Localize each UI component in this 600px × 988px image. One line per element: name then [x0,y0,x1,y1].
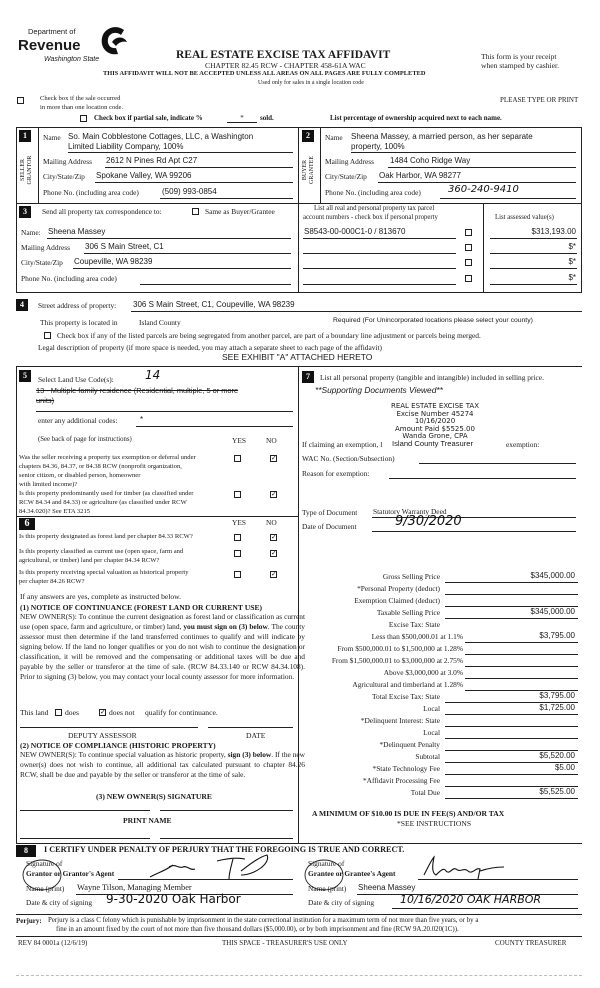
grantor-date-label: Date & city of signing [26,898,93,907]
question-text: 84.34.020)? See ETA 3215 [19,508,91,515]
section-6-badge: 6 [19,518,35,530]
print-name-line[interactable] [160,838,293,839]
doc-date[interactable]: 9/30/2020 [395,514,462,529]
fee-label: *Delinquent Interest: State [360,716,440,725]
personal-property-checkbox[interactable] [465,275,472,282]
yes-checkbox[interactable] [234,491,241,498]
see-instructions: *SEE INSTRUCTIONS [397,819,472,828]
divider [16,975,582,976]
fee-underline [445,798,578,799]
deputy-assessor-line[interactable] [20,727,198,728]
divider [16,914,582,915]
perjury-line-1: Perjury is a class C felony which is punishable by imprisonment in the state correctional institution for a maximum term of not more than five years, or by a [48,917,479,924]
receipt-note-2: when stamped by cashier. [481,61,560,70]
buyer-side-label: BUYER GRANTEE [302,156,315,184]
parcel-account[interactable] [303,268,456,269]
please-type-note: PLEASE TYPE OR PRINT [500,96,579,104]
buyer-phone[interactable]: 360-240-9410 [448,184,519,195]
fee-label: Exemption Claimed (deduct) [354,596,440,605]
doc-date-label: Date of Document [302,522,357,531]
parcels-heading-2: account numbers - check box if personal property [303,214,438,221]
divider [298,127,299,293]
fee-label: *State Technology Fee [372,764,440,773]
grantee-sig-label-1: Signature of [308,859,345,868]
fee-value[interactable]: $3,795.00 [539,631,575,640]
grantor-sig-label-2: Grantor or Grantor's Agent [26,869,115,878]
fee-underline [445,618,578,619]
property-county[interactable]: Island County [139,318,181,327]
form-id: REV 84 0001a (12/6/19) [18,939,88,947]
divider [320,127,321,203]
question-text: Is this property designated as forest land per chapter 84.33 RCW? [19,533,193,540]
section-7-badge: 7 [302,371,314,383]
parcel-account[interactable]: S8543-00-000C1-0 / 813670 [304,227,406,236]
this-land-label: This land [20,708,49,717]
qualify-label: qualify for continuance. [145,708,218,717]
new-owner-signature-line[interactable] [160,810,293,811]
grantor-name-label: Name (print) [26,884,65,893]
fee-label: *Personal Property (deduct) [357,584,440,593]
grantee-name-label: Name (print) [308,884,347,893]
new-owner-signature-line[interactable] [20,810,150,811]
seller-mailing[interactable]: 2612 N Pines Rd Apt C27 [106,156,198,165]
yes-checkbox[interactable] [234,571,241,578]
fee-underline [465,666,578,667]
exemption-label-suffix: exemption: [506,440,540,449]
logo-line2: Revenue [18,37,81,54]
dor-swirl-icon [98,24,130,58]
partial-sale-checkbox[interactable] [80,115,87,122]
fee-label: Local [423,704,440,713]
divider [16,366,582,367]
personal-property-checkbox[interactable] [465,229,472,236]
ownership-note: List percentage of ownership acquired next to each name. [330,114,502,122]
form-warning: THIS AFFIDAVIT WILL NOT BE ACCEPTED UNLESS ALL AREAS ON ALL PAGES ARE FULLY COMPLETED [103,70,426,77]
does-not-checkbox-checked[interactable]: ✓ [100,708,106,716]
fee-label: Agricultural and timberland at 1.28% [352,680,463,689]
legal-label: Legal description of property (if more space is needed, you may attach a separate sheet to each page of the affidavit) [38,343,382,352]
form-title: REAL ESTATE EXCISE TAX AFFIDAVIT [176,49,391,61]
fee-label: Excise Tax: State [388,620,440,629]
corr-mailing-label: Mailing Address [21,243,71,252]
land-use-label: Select Land Use Code(s): [38,375,114,384]
buyer-phone-label: Phone No. (including area code) [325,188,421,197]
fee-underline [465,678,578,679]
fee-value[interactable]: $5,520.00 [539,751,575,760]
doc-type[interactable]: Statutory Warranty Deed [373,507,447,516]
no-checkbox-checked[interactable]: ✓ [271,533,277,541]
exemption-label-prefix: If claiming an exemption, l [302,440,383,449]
correspondence-heading: Send all property tax correspondence to: [42,207,162,216]
no-header: NO [266,436,277,445]
question-text: chapters 84.36, 84.37, or 84.38 RCW (nonprofit organization, [19,463,182,470]
fee-value[interactable]: $345,000.00 [530,607,575,616]
grantee-name[interactable]: Sheena Massey [358,883,416,892]
corr-city[interactable]: Coupeville, WA 98239 [74,257,153,266]
question-text: Is this property predominantly used for timber (as classified under [19,490,194,497]
seller-name-label: Name [43,133,61,142]
fee-label: Local [423,728,440,737]
buyer-name-label: Name [325,133,343,142]
divider [16,843,582,844]
reason-field[interactable] [389,478,576,479]
wac-field[interactable] [419,463,576,464]
exemption-stamp: Island County Treasurer [392,439,474,448]
buyer-name-line2[interactable]: property, 100% [351,142,405,151]
land-use-struck-2: units) [36,396,55,405]
buyer-mailing-label: Mailing Address [325,157,375,166]
does-not-label: does not [109,708,135,717]
personal-property-checkbox[interactable] [465,244,472,251]
seller-name-line1[interactable]: So. Main Cobblestone Cottages, LLC, a Washington [68,132,254,141]
seller-name-line2[interactable]: Limited Liability Company, 100% [68,142,184,151]
fee-label: From $500,000.01 to $1,500,000 at 1.28% [337,644,463,653]
yes-header: YES [232,436,246,445]
corr-name[interactable]: Sheena Massey [48,227,106,236]
fee-underline [445,726,578,727]
fee-value[interactable]: $3,795.00 [539,691,575,700]
section-2-badge: 2 [302,130,314,142]
divider [16,516,298,517]
seller-phone-label: Phone No. (including area code) [43,188,139,197]
parcel-value[interactable]: $* [568,257,576,266]
supporting-documents-note: **Supporting Documents Viewed** [315,385,443,395]
divider [16,936,582,937]
fee-label: Above $3,000,000 at 3.0% [383,668,463,677]
partial-sale-label: Check box if partial sale, indicate % [94,114,203,122]
fee-label: Less than $500,000.01 at 1.1% [371,632,463,641]
multi-location-checkbox[interactable] [17,97,24,104]
no-checkbox-checked[interactable]: ✓ [271,490,277,498]
fee-value[interactable]: $1,725.00 [539,703,575,712]
legal-description[interactable]: SEE EXHIBIT "A" ATTACHED HERETO [222,352,373,362]
partial-sale-suffix: sold. [260,114,274,122]
located-label: This property is located in [40,318,118,327]
fee-label: Taxable Selling Price [376,608,440,617]
additional-codes-label: enter any additional codes: [38,416,118,425]
grantee-signature[interactable] [420,853,510,883]
minimum-note: A MINIMUM OF $10.00 IS DUE IN FEE(S) AND/OR TAX [312,809,505,818]
fee-underline [465,642,578,643]
fee-underline [445,582,578,583]
print-name-label: PRINT NAME [123,816,172,825]
property-street[interactable]: 306 S Main Street, C1, Coupeville, WA 98239 [133,300,295,309]
no-checkbox-checked[interactable]: ✓ [271,549,277,557]
fee-label: Total Due [410,788,440,797]
buyer-mailing[interactable]: 1484 Coho Ridge Way [390,156,471,165]
fee-label: *Delinquent Penalty [379,740,440,749]
perjury-label: Perjury: [16,917,42,925]
parcel-value[interactable]: $* [568,242,576,251]
stamp-line: Wanda Grone, CPA [402,432,468,440]
question-text: senior citizen, or disabled person, homeowner [19,472,141,479]
seller-city[interactable]: Spokane Valley, WA 99206 [96,171,192,180]
yes-header: YES [232,518,246,527]
section-8-badge: 8 [16,845,36,857]
wac-label: WAC No. (Section/Subsection) [302,454,395,463]
perjury-line-2: fine in an amount fixed by the court of not more than five thousand dollars ($5,000.00), or by both imprisonment and fine (RCW 9A.20.020(1C)). [56,926,459,933]
fee-label: Subtotal [415,752,440,761]
seller-mailing-label: Mailing Address [43,157,93,166]
no-checkbox-checked[interactable]: ✓ [271,570,277,578]
question-text: Is this property receiving special valuation as historical property [19,569,189,576]
multi-location-label-2: in more than one location code. [40,104,124,111]
corr-phone-field[interactable] [140,284,291,285]
question-text: Was the seller receiving a property tax exemption or deferral under [19,454,196,461]
personal-property-checkbox[interactable] [465,259,472,266]
fee-label: Gross Selling Price [382,572,440,581]
divider [16,203,582,204]
required-note: Required (For Unincorporated locations please select your county) [333,317,533,324]
buyer-city-label: City/State/Zip [325,172,367,181]
parcel-account[interactable] [303,253,456,254]
certification-heading: I CERTIFY UNDER PENALTY OF PERJURY THAT THE FOREGOING IS TRUE AND CORRECT. [44,845,405,854]
grantee-sig-label-2: Grantee or Grantee's Agent [308,869,396,878]
fee-underline [445,774,578,775]
fee-label: Total Excise Tax: State [372,692,440,701]
new-owner-signature-label: (3) NEW OWNER(S) SIGNATURE [96,792,212,801]
grantor-name[interactable]: Wayne Tilson, Managing Member [77,883,192,892]
buyer-city[interactable]: Oak Harbor, WA 98277 [379,171,461,180]
grantor-sig-label-1: Signature of [26,859,63,868]
doc-type-label: Type of Document [302,508,358,517]
additional-codes[interactable]: * [140,415,144,424]
county-treasurer-label: COUNTY TREASURER [495,939,567,947]
date-label: DATE [246,731,266,740]
question-text: agricultural, or timber) land per chapter 84.34 RCW? [19,557,160,564]
seller-side-label: SELLER GRANTOR [20,155,33,185]
parcel-value[interactable]: $* [568,273,576,282]
divider [16,366,17,843]
question-text: with limited income)? [19,481,78,488]
receipt-note-1: This form is your receipt [481,52,557,61]
section-4-badge: 4 [16,299,28,311]
assessor-date-line[interactable] [208,727,293,728]
fee-underline [445,738,578,739]
stamp-line: Amount Paid $5525.00 [395,424,475,433]
personal-property-heading: List all personal property (tangible and intangible) included in selling price. [320,373,544,382]
parcel-value[interactable]: $313,193.00 [531,227,576,236]
logo-line3: Washington State [44,56,100,63]
used-only-note: Used only for sales in a single location code [258,80,364,86]
seller-phone[interactable]: (509) 993-0854 [162,187,217,196]
partial-sale-percent[interactable]: * [227,115,257,123]
grantee-date-label: Date & city of signing [308,898,375,907]
no-header: NO [266,518,277,527]
segregated-checkbox[interactable] [44,332,51,339]
fee-underline [445,714,578,715]
notice-compliance-title: (2) NOTICE OF COMPLIANCE (HISTORIC PROPERTY) [20,741,216,750]
notice-continuance-title: (1) NOTICE OF CONTINUANCE (FOREST LAND OR CURRENT USE) [20,603,263,612]
segregated-label: Check box if any of the listed parcels are being segregated from another parcel, are part of a boundary line adjustment or parcels being merged. [57,331,481,340]
instructions-note: (See back of page for instructions) [38,436,132,443]
question-text: Is this property classified as current use (open space, farm and [19,548,184,555]
notice-compliance-text: NEW OWNER(S): To continue special valuation as historic property, sign (3) below. If the new owner(s) does not wish to continue, all additional tax calculated pursuant to chapter 84.26 RCW, shall be due and payable by the seller or transferor at the time of sale. [20,750,306,779]
corr-city-label: City/State/Zip [21,258,63,267]
does-checkbox[interactable] [55,709,62,716]
fee-label: *Affidavit Processing Fee [362,776,440,785]
assessed-value-heading: List assessed value(s) [495,214,554,221]
form-chapter: CHAPTER 82.45 RCW - CHAPTER 458-61A WAC [205,61,366,70]
does-label: does [65,708,79,717]
yes-checkbox[interactable] [234,550,241,557]
divider [38,127,39,203]
corr-name-label: Name: [21,228,41,237]
corr-mailing[interactable]: 306 S Main Street, C1 [85,242,164,251]
land-use-struck-1: 13 - Multiple family residence (Residential, multiple, 5 or more [36,386,239,395]
question-text: per chapter 84.26 RCW? [19,578,85,585]
grantor-date-city[interactable]: 9-30-2020 Oak Harbor [106,892,241,906]
if-yes-note: If any answers are yes, complete as instructed below. [20,592,182,601]
reason-label: Reason for exemption: [302,469,370,478]
fee-value[interactable]: $345,000.00 [530,571,575,580]
notice-continuance-text: NEW OWNER(S): To continue the current designation as forest land or classification as current use (open space, farm and agriculture, or timber) land, you must sign on (3) below. The county assessor must then determine if the land transferred continues to qualify and will indicate by signing below. If the land no longer qualifies or you do not wish to continue the designation or classification, it will be removed and the compensating or additional taxes will be due and payable by the seller or transferor at the time of sale. (RCW 84.33.140 or RCW 84.34.108). Prior to signing (3) below, you may contact your local county assessor for more information. [20,612,305,681]
land-use-code[interactable]: 14 [145,368,161,382]
parcels-heading-1: List all real and personal property tax parcel [314,205,435,212]
fee-value[interactable]: $5,525.00 [539,787,575,796]
stamp-line: 10/16/2020 [414,417,456,425]
logo-line1: Department of [28,27,76,36]
fee-underline [465,654,578,655]
grantee-date-city[interactable]: 10/16/2020 OAK HARBOR [400,893,542,906]
section-5-badge: 5 [19,370,31,382]
corr-phone-label: Phone No. (including area code) [21,274,117,283]
same-as-buyer-checkbox[interactable] [192,208,199,215]
section-3-badge: 3 [19,206,31,218]
question-text: RCW 84.34 and 84.33) or agriculture (as classified under RCW [19,499,187,506]
no-checkbox-checked[interactable]: ✓ [271,454,277,462]
same-as-buyer-label: Same as Buyer/Grantee [205,207,275,216]
multi-location-label-1: Check box if the sale occurred [40,95,121,102]
stamp-line: REAL ESTATE EXCISE TAX [390,402,480,410]
print-name-line[interactable] [20,838,150,839]
fee-label: From $1,500,000.01 to $3,000,000 at 2.75% [331,656,463,665]
parcel-account[interactable] [303,284,456,285]
street-label: Street address of property: [38,301,117,310]
grantor-signature[interactable] [145,853,275,883]
fee-value[interactable]: $5.00 [554,763,575,772]
fee-underline [445,594,578,595]
stamp-line: Excise Number 45274 [396,409,474,418]
yes-checkbox[interactable] [234,455,241,462]
seller-city-label: City/State/Zip [43,172,85,181]
section-1-badge: 1 [19,130,31,142]
treasurer-space-label: THIS SPACE - TREASURER'S USE ONLY [222,939,348,947]
buyer-name-line1[interactable]: Sheena Massey, a married person, as her separate [351,132,533,141]
yes-checkbox[interactable] [234,534,241,541]
divider [483,203,484,293]
deputy-assessor-label: DEPUTY ASSESSOR [68,731,137,740]
